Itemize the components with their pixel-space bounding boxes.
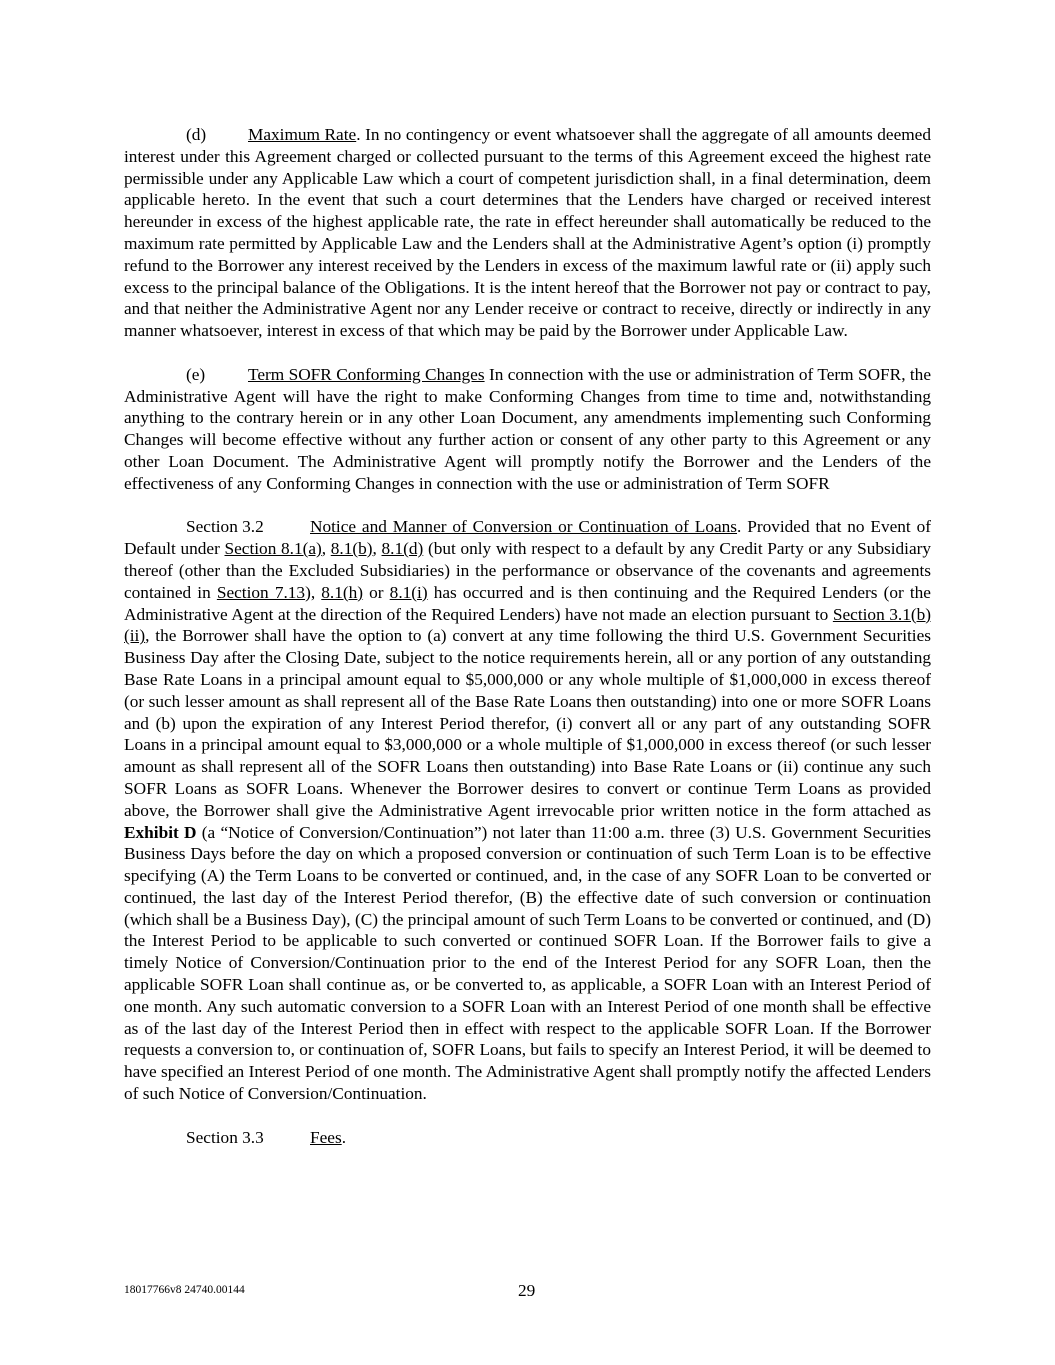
section-text: ),	[305, 582, 322, 602]
paragraph-label: (e)	[186, 364, 206, 384]
cross-reference-8-1-h: 8.1(h)	[321, 582, 364, 602]
paragraph-label: (d)	[186, 125, 207, 144]
cross-reference-8-1-b: 8.1(b)	[330, 539, 373, 559]
exhibit-reference: Exhibit D	[124, 822, 197, 842]
cross-reference-section-8-1-a: Section 8.1(a)	[224, 539, 322, 559]
document-body	[124, 124, 931, 1148]
section-text: ,	[372, 539, 382, 559]
section-text: . Provided that no Event of Default under	[124, 517, 931, 559]
section-text: ,	[321, 539, 331, 559]
section-trailing-punctuation: .	[341, 1127, 347, 1147]
paragraph-text: . In no contingency or event whatsoever shall the aggregate of all amounts deemed interest under this Agreement charged or collected pursuant to the terms of this Agreement exceed the highest rate permissible under any Applicable Law which a court of competent jurisdiction shall, in a final determination, deem applicable hereto. In the event that such a court determines that the Lenders have charged or received interest hereunder in excess of the highest applicable rate, the rate in effect hereunder shall automatically be reduced to the maximum rate permitted by Applicable Law and the Lenders shall at the Administrative Agent’s option (i) promptly refund to the Borrower any interest received by the Lenders in excess of the maximum lawful rate or (ii) apply such excess to the principal balance of the Obligations. It is the intent hereof that the Borrower not pay or contract to pay, and that neither the Administrative Agent nor any Lender receive or contract to receive, directly or indirectly in any manner whatsoever, interest in excess of that which may be paid by the Borrower under Applicable Law.	[124, 125, 931, 341]
paragraph-e-term-sofr-conforming-changes	[124, 364, 931, 495]
section-text: (but only with respect to a default by any Credit Party or any Subsidiary thereof (other than the Excluded Subsidiaries) in the performance or observance of the covenants and agreements contained in	[124, 539, 932, 602]
section-3-3-fees	[124, 1127, 931, 1149]
section-text: or	[363, 582, 390, 602]
section-heading: Notice and Manner of Conversion or Continuation of Loans	[310, 517, 738, 537]
paragraph-heading: Term SOFR Conforming Changes	[248, 364, 485, 384]
page-number: 29	[518, 1281, 536, 1300]
section-text: has occurred and is then continuing and the Required Lenders (or the Administrative Agent at the direction of the Required Lenders) have not made an election pursuant to	[124, 582, 931, 624]
section-text: , the Borrower shall have the option to (a) convert at any time following the third U.S. Government Securities Business Day after the Closing Date, subject to the notice requirements herein, all or any portion of any outstanding Base Rate Loans in a principal amount equal to $5,000,000 or any whole multiple of $1,000,000 in excess thereof (or such lesser amount as shall represent all of the Base Rate Loans then outstanding) into one or more SOFR Loans and (b) upon the expiration of any Interest Period therefor, (i) convert all or any part of any outstanding SOFR Loans in a principal amount equal to $3,000,000 or a whole multiple of $1,000,000 in excess thereof (or such lesser amount as shall represent all of the SOFR Loans then outstanding) into Base Rate Loans or (ii) continue any such SOFR Loans as SOFR Loans. Whenever the Borrower desires to convert or continue Term Loans as provided above, the Borrower shall give the Administrative Agent irrevocable prior written notice in the form attached as	[124, 626, 931, 820]
section-text: (a “Notice of Conversion/Continuation”) not later than 11:00 a.m. three (3) U.S. Government Securities Business Days before the day on which a proposed conversion or continuation of such Term Loan is to be effective specifying (A) the Term Loans to be converted or continued, and, in the case of any SOFR Loan to be converted or continued, the last day of the Interest Period therefor, (B) the effective date of such conversion or continuation (which shall be a Business Day), (C) the principal amount of such Term Loans to be converted or continued, and (D) the Interest Period to be applicable to such converted or continued SOFR Loan. If the Borrower fails to give a timely Notice of Conversion/Continuation prior to the end of the Interest Period for any SOFR Loan, then the applicable SOFR Loan shall continue as, or be converted to, as applicable, a SOFR Loan with an Interest Period of one month. Any such automatic conversion to a SOFR Loan with an Interest Period of one month shall be effective as of the last day of the Interest Period then in effect with respect to the applicable SOFR Loan. If the Borrower requests a conversion to, or continuation of, SOFR Loans, but fails to specify an Interest Period, it will be deemed to have specified an Interest Period of one month. The Administrative Agent shall promptly notify the affected Lenders of such Notice of Conversion/Continuation.	[124, 822, 931, 1104]
footer-document-id: 18017766v8 24740.00144	[124, 1284, 245, 1296]
section-label: Section 3.3	[186, 1127, 264, 1147]
cross-reference-8-1-d: 8.1(d)	[381, 539, 424, 559]
section-3-2-notice-conversion	[124, 516, 931, 1105]
cross-reference-section-7-13: Section 7.13	[216, 582, 306, 602]
section-label: Section 3.2	[186, 517, 264, 537]
paragraph-d-maximum-rate	[124, 124, 931, 342]
paragraph-heading: Maximum Rate	[248, 125, 357, 144]
cross-reference-8-1-i: 8.1(i)	[389, 582, 428, 602]
cross-reference-section-3-1-b-ii: Section 3.1(b)(ii)	[124, 604, 931, 646]
section-heading: Fees	[310, 1127, 342, 1147]
paragraph-text: In connection with the use or administration of Term SOFR, the Administrative Agent will have the right to make Conforming Changes from time to time and, notwithstanding anything to the contrary herein or in any other Loan Document, any amendments implementing such Conforming Changes will become effective without any further action or consent of any other party to this Agreement or any other Loan Document. The Administrative Agent will promptly notify the Borrower and the Lenders of the effectiveness of any Conforming Changes in connection with the use or administration of Term SOFR	[124, 364, 931, 493]
